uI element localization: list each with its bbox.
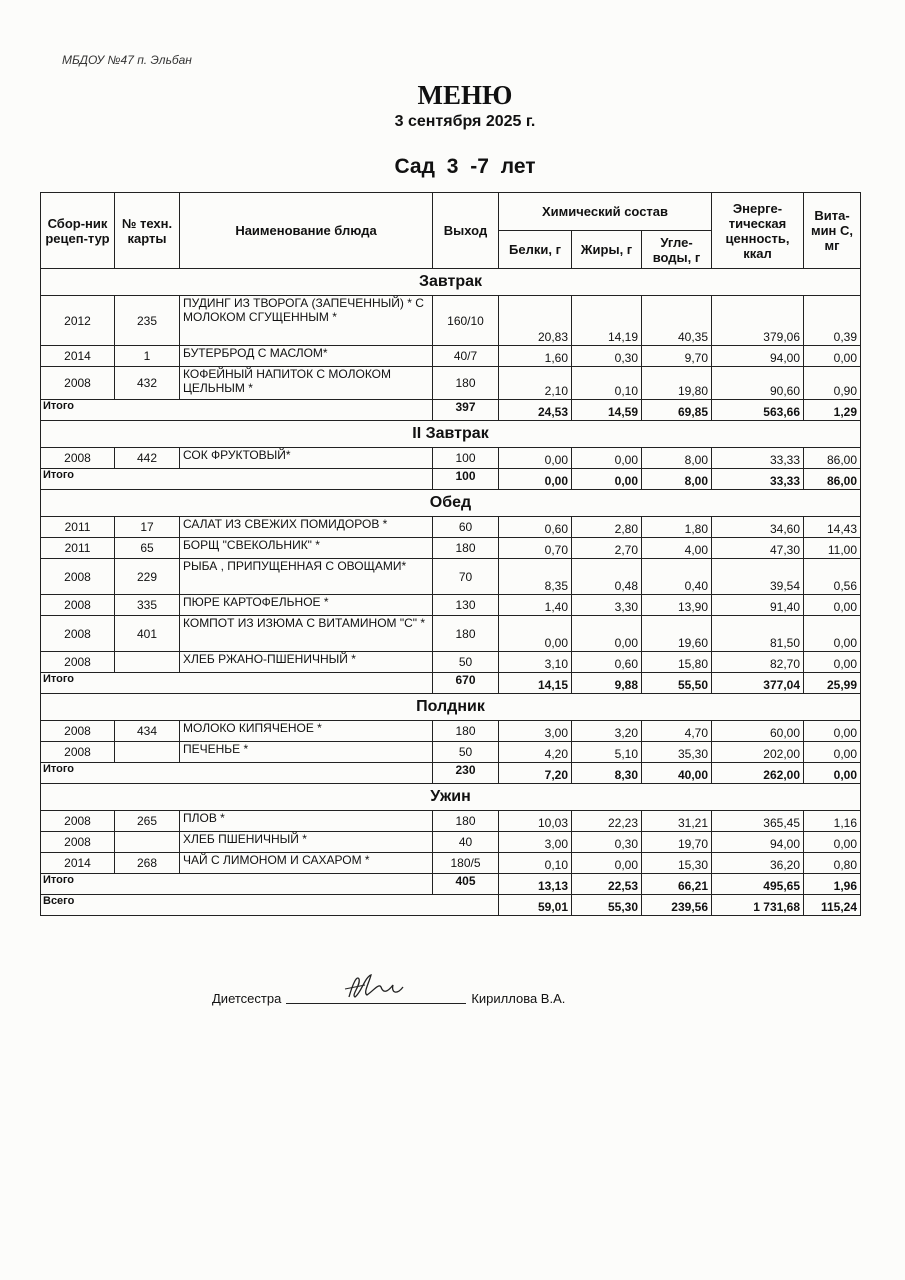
header-sbornik: Сбор-ник рецеп-тур (41, 193, 115, 269)
total-fat: 9,88 (572, 673, 642, 694)
dish-carbs: 4,00 (642, 538, 712, 559)
dish-protein: 1,60 (499, 346, 572, 367)
dish-protein: 1,40 (499, 595, 572, 616)
page-title: МЕНЮ (417, 80, 513, 110)
dish-protein: 8,35 (499, 559, 572, 595)
dish-carbs: 13,90 (642, 595, 712, 616)
dish-row (41, 296, 861, 346)
dish-sbornik: 2008 (41, 832, 115, 853)
dish-sbornik: 2008 (41, 811, 115, 832)
dish-tech-card: 235 (115, 296, 180, 346)
dish-sbornik: 2008 (41, 616, 115, 652)
dish-protein: 20,83 (499, 296, 572, 346)
dish-energy: 34,60 (712, 517, 804, 538)
total-label: Итого (41, 763, 433, 784)
total-vitamin: 25,99 (804, 673, 861, 694)
dish-sbornik: 2008 (41, 595, 115, 616)
organization-name: МБДОУ №47 п. Эльбан (62, 53, 192, 67)
grand-total-protein: 59,01 (499, 895, 572, 916)
dish-fat: 0,30 (572, 832, 642, 853)
dish-row (41, 721, 861, 742)
menu-table (40, 192, 861, 916)
dish-carbs: 1,80 (642, 517, 712, 538)
total-protein: 0,00 (499, 469, 572, 490)
dish-tech-card: 442 (115, 448, 180, 469)
dish-carbs: 35,30 (642, 742, 712, 763)
total-fat: 14,59 (572, 400, 642, 421)
grand-total-fat: 55,30 (572, 895, 642, 916)
dish-name: МОЛОКО КИПЯЧЕНОЕ * (180, 721, 433, 742)
signer-name: Кириллова В.А. (471, 991, 566, 1006)
dish-output: 70 (433, 559, 499, 595)
total-vitamin: 86,00 (804, 469, 861, 490)
dish-energy: 94,00 (712, 346, 804, 367)
section-header-row (41, 694, 861, 721)
section-title: Обед (41, 490, 861, 517)
dish-protein: 10,03 (499, 811, 572, 832)
dish-name: САЛАТ ИЗ СВЕЖИХ ПОМИДОРОВ * (180, 517, 433, 538)
dish-name: РЫБА , ПРИПУЩЕННАЯ С ОВОЩАМИ* (180, 559, 433, 595)
header-energy: Энерге-тическая ценность, ккал (712, 193, 804, 269)
dish-carbs: 31,21 (642, 811, 712, 832)
dish-fat: 0,00 (572, 448, 642, 469)
grand-total-carbs: 239,56 (642, 895, 712, 916)
dish-energy: 81,50 (712, 616, 804, 652)
dish-protein: 0,70 (499, 538, 572, 559)
dish-row (41, 832, 861, 853)
dish-sbornik: 2014 (41, 346, 115, 367)
dish-vitamin: 0,00 (804, 742, 861, 763)
dish-tech-card: 268 (115, 853, 180, 874)
dish-fat: 22,23 (572, 811, 642, 832)
dish-carbs: 8,00 (642, 448, 712, 469)
section-total-row (41, 400, 861, 421)
section-title: II Завтрак (41, 421, 861, 448)
dish-sbornik: 2011 (41, 538, 115, 559)
dish-output: 180 (433, 616, 499, 652)
section-header-row (41, 784, 861, 811)
dish-row (41, 811, 861, 832)
total-output: 405 (433, 874, 499, 895)
header-fat: Жиры, г (572, 231, 642, 269)
dish-tech-card: 335 (115, 595, 180, 616)
dish-tech-card (115, 652, 180, 673)
dish-carbs: 4,70 (642, 721, 712, 742)
dish-output: 160/10 (433, 296, 499, 346)
dish-energy: 202,00 (712, 742, 804, 763)
dish-name: СОК ФРУКТОВЫЙ* (180, 448, 433, 469)
grand-total-energy: 1 731,68 (712, 895, 804, 916)
section-header-row (41, 269, 861, 296)
dish-output: 100 (433, 448, 499, 469)
dish-row (41, 616, 861, 652)
dish-energy: 36,20 (712, 853, 804, 874)
dish-energy: 91,40 (712, 595, 804, 616)
dish-name: ПУДИНГ ИЗ ТВОРОГА (ЗАПЕЧЕННЫЙ) * С МОЛОКОМ СГУЩЕННЫМ * (180, 296, 433, 346)
dish-row (41, 346, 861, 367)
dish-row (41, 538, 861, 559)
dish-vitamin: 11,00 (804, 538, 861, 559)
dish-protein: 0,00 (499, 616, 572, 652)
dish-vitamin: 0,80 (804, 853, 861, 874)
dish-output: 180/5 (433, 853, 499, 874)
section-total-row (41, 874, 861, 895)
total-energy: 33,33 (712, 469, 804, 490)
dish-vitamin: 0,00 (804, 346, 861, 367)
total-carbs: 69,85 (642, 400, 712, 421)
section-total-row (41, 673, 861, 694)
dish-tech-card: 434 (115, 721, 180, 742)
total-carbs: 66,21 (642, 874, 712, 895)
dish-name: БУТЕРБРОД С МАСЛОМ* (180, 346, 433, 367)
signature-block (212, 985, 565, 1006)
dish-vitamin: 86,00 (804, 448, 861, 469)
dish-fat: 14,19 (572, 296, 642, 346)
total-protein: 7,20 (499, 763, 572, 784)
section-total-row (41, 469, 861, 490)
dish-fat: 5,10 (572, 742, 642, 763)
total-vitamin: 0,00 (804, 763, 861, 784)
total-energy: 495,65 (712, 874, 804, 895)
dish-vitamin: 0,00 (804, 721, 861, 742)
total-fat: 22,53 (572, 874, 642, 895)
dish-name: ЧАЙ С ЛИМОНОМ И САХАРОМ * (180, 853, 433, 874)
dish-carbs: 15,30 (642, 853, 712, 874)
dish-tech-card (115, 832, 180, 853)
dish-tech-card: 229 (115, 559, 180, 595)
dish-output: 180 (433, 811, 499, 832)
dish-sbornik: 2008 (41, 742, 115, 763)
dish-row (41, 559, 861, 595)
dish-protein: 0,00 (499, 448, 572, 469)
dish-row (41, 595, 861, 616)
dish-row (41, 652, 861, 673)
header-carbs: Угле-воды, г (642, 231, 712, 269)
section-title: Завтрак (41, 269, 861, 296)
section-total-row (41, 763, 861, 784)
dish-sbornik: 2008 (41, 559, 115, 595)
total-output: 100 (433, 469, 499, 490)
dish-row (41, 367, 861, 400)
dish-carbs: 19,60 (642, 616, 712, 652)
dish-energy: 60,00 (712, 721, 804, 742)
dish-protein: 4,20 (499, 742, 572, 763)
header-chem-composition: Химический состав (499, 193, 712, 231)
dish-row (41, 853, 861, 874)
dish-energy: 33,33 (712, 448, 804, 469)
dish-protein: 0,10 (499, 853, 572, 874)
dish-name: БОРЩ "СВЕКОЛЬНИК" * (180, 538, 433, 559)
total-output: 397 (433, 400, 499, 421)
dish-tech-card: 1 (115, 346, 180, 367)
grand-total-vitamin: 115,24 (804, 895, 861, 916)
total-vitamin: 1,29 (804, 400, 861, 421)
dish-protein: 0,60 (499, 517, 572, 538)
dish-vitamin: 0,00 (804, 652, 861, 673)
dish-name: ПЛОВ * (180, 811, 433, 832)
signer-role: Диетсестра (212, 991, 282, 1006)
header-output: Выход (433, 193, 499, 269)
total-fat: 8,30 (572, 763, 642, 784)
section-header-row (41, 421, 861, 448)
dish-sbornik: 2008 (41, 652, 115, 673)
dish-output: 180 (433, 538, 499, 559)
dish-carbs: 19,80 (642, 367, 712, 400)
section-title: Ужин (41, 784, 861, 811)
dish-sbornik: 2008 (41, 721, 115, 742)
total-vitamin: 1,96 (804, 874, 861, 895)
total-protein: 13,13 (499, 874, 572, 895)
total-energy: 377,04 (712, 673, 804, 694)
grand-total-row (41, 895, 861, 916)
dish-fat: 0,00 (572, 616, 642, 652)
dish-vitamin: 1,16 (804, 811, 861, 832)
total-fat: 0,00 (572, 469, 642, 490)
dish-fat: 3,30 (572, 595, 642, 616)
dish-vitamin: 0,39 (804, 296, 861, 346)
dish-energy: 90,60 (712, 367, 804, 400)
dish-vitamin: 0,00 (804, 832, 861, 853)
grand-total-label: Всего (41, 895, 499, 916)
total-label: Итого (41, 469, 433, 490)
dish-energy: 82,70 (712, 652, 804, 673)
dish-tech-card: 265 (115, 811, 180, 832)
total-output: 670 (433, 673, 499, 694)
total-carbs: 55,50 (642, 673, 712, 694)
dish-energy: 94,00 (712, 832, 804, 853)
dish-tech-card: 65 (115, 538, 180, 559)
dish-name: КОФЕЙНЫЙ НАПИТОК С МОЛОКОМ ЦЕЛЬНЫМ * (180, 367, 433, 400)
dish-sbornik: 2012 (41, 296, 115, 346)
handwritten-signature (341, 971, 411, 1003)
dish-sbornik: 2011 (41, 517, 115, 538)
dish-name: ХЛЕБ РЖАНО-ПШЕНИЧНЫЙ * (180, 652, 433, 673)
age-group: Сад 3 -7 лет (394, 155, 536, 178)
dish-tech-card: 432 (115, 367, 180, 400)
total-label: Итого (41, 400, 433, 421)
dish-output: 180 (433, 367, 499, 400)
dish-name: ПЕЧЕНЬЕ * (180, 742, 433, 763)
total-protein: 24,53 (499, 400, 572, 421)
signature-line (286, 985, 466, 1004)
dish-output: 40/7 (433, 346, 499, 367)
dish-sbornik: 2008 (41, 448, 115, 469)
dish-name: ПЮРЕ КАРТОФЕЛЬНОЕ * (180, 595, 433, 616)
dish-fat: 3,20 (572, 721, 642, 742)
total-energy: 262,00 (712, 763, 804, 784)
dish-energy: 379,06 (712, 296, 804, 346)
dish-vitamin: 0,56 (804, 559, 861, 595)
total-output: 230 (433, 763, 499, 784)
header-dish-name: Наименование блюда (180, 193, 433, 269)
dish-output: 60 (433, 517, 499, 538)
dish-fat: 0,30 (572, 346, 642, 367)
dish-row (41, 448, 861, 469)
dish-carbs: 0,40 (642, 559, 712, 595)
dish-protein: 3,10 (499, 652, 572, 673)
menu-body (41, 269, 861, 916)
total-carbs: 8,00 (642, 469, 712, 490)
dish-energy: 365,45 (712, 811, 804, 832)
header-protein: Белки, г (499, 231, 572, 269)
section-title: Полдник (41, 694, 861, 721)
dish-row (41, 742, 861, 763)
dish-energy: 47,30 (712, 538, 804, 559)
dish-tech-card: 401 (115, 616, 180, 652)
dish-output: 50 (433, 652, 499, 673)
total-carbs: 40,00 (642, 763, 712, 784)
dish-name: ХЛЕБ ПШЕНИЧНЫЙ * (180, 832, 433, 853)
dish-output: 180 (433, 721, 499, 742)
dish-protein: 3,00 (499, 832, 572, 853)
dish-output: 50 (433, 742, 499, 763)
dish-vitamin: 14,43 (804, 517, 861, 538)
total-energy: 563,66 (712, 400, 804, 421)
dish-tech-card: 17 (115, 517, 180, 538)
dish-vitamin: 0,00 (804, 595, 861, 616)
dish-carbs: 15,80 (642, 652, 712, 673)
dish-name: КОМПОТ ИЗ ИЗЮМА С ВИТАМИНОМ "С" * (180, 616, 433, 652)
dish-fat: 0,48 (572, 559, 642, 595)
header-tech-card: № техн. карты (115, 193, 180, 269)
total-label: Итого (41, 673, 433, 694)
dish-fat: 2,70 (572, 538, 642, 559)
menu-date: 3 сентября 2025 г. (394, 113, 536, 130)
header-vitamin: Вита-мин С, мг (804, 193, 861, 269)
dish-vitamin: 0,90 (804, 367, 861, 400)
dish-carbs: 9,70 (642, 346, 712, 367)
total-label: Итого (41, 874, 433, 895)
dish-protein: 3,00 (499, 721, 572, 742)
dish-tech-card (115, 742, 180, 763)
dish-sbornik: 2008 (41, 367, 115, 400)
section-header-row (41, 490, 861, 517)
dish-carbs: 40,35 (642, 296, 712, 346)
dish-energy: 39,54 (712, 559, 804, 595)
dish-sbornik: 2014 (41, 853, 115, 874)
dish-fat: 0,10 (572, 367, 642, 400)
dish-protein: 2,10 (499, 367, 572, 400)
dish-vitamin: 0,00 (804, 616, 861, 652)
dish-output: 40 (433, 832, 499, 853)
dish-output: 130 (433, 595, 499, 616)
dish-row (41, 517, 861, 538)
dish-carbs: 19,70 (642, 832, 712, 853)
dish-fat: 2,80 (572, 517, 642, 538)
total-protein: 14,15 (499, 673, 572, 694)
dish-fat: 0,60 (572, 652, 642, 673)
dish-fat: 0,00 (572, 853, 642, 874)
